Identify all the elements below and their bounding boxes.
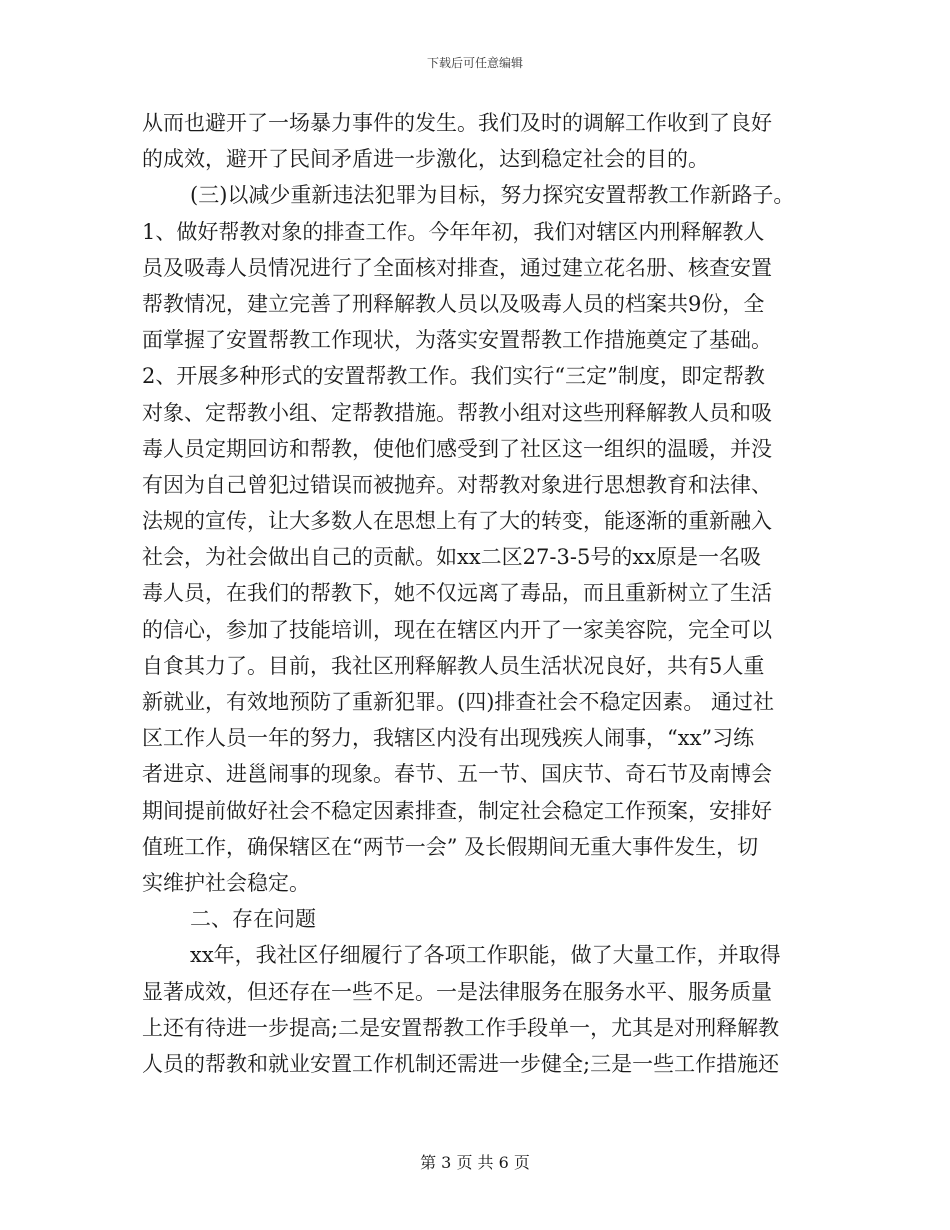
text-line: 新就业，有效地预防了重新犯罪。(四)排查社会不稳定因素。 通过社: [142, 690, 775, 714]
section-heading: 二、存在问题: [190, 907, 316, 932]
text-line: 社会，为社会做出自己的贡献。如xx二区27-3-5号的xx原是一名吸: [142, 545, 762, 570]
text-line: 员及吸毒人员情况进行了全面核对排查，通过建立花名册、核查安置: [142, 255, 772, 280]
text-line: 帮教情况，建立完善了刑释解教人员以及吸毒人员的档案共9份，全: [142, 291, 765, 316]
text-line: 实维护社会稳定。: [142, 870, 310, 895]
text-line: 1、做好帮教对象的排查工作。今年年初，我们对辖区内刑释解教人: [142, 219, 765, 244]
text-line: 从而也避开了一场暴力事件的发生。我们及时的调解工作收到了良好: [142, 111, 772, 135]
text-line: 毒人员定期回访和帮教，使他们感受到了社区这一组织的温暖，并没: [142, 436, 772, 461]
text-line: 显著成效，但还存在一些不足。一是法律服务在服务水平、服务质量: [142, 979, 772, 1004]
document-body: [142, 105, 822, 1082]
text-line: 者进京、进邕闹事的现象。春节、五一节、国庆节、奇石节及南博会: [142, 762, 772, 787]
text-line: 2、开展多种形式的安置帮教工作。我们实行“三定”制度，即定帮教: [142, 364, 765, 389]
text-line: 人员的帮教和就业安置工作机制还需进一步健全;三是一些工作措施还: [142, 1051, 780, 1076]
page-header: 下载后可任意编辑: [426, 56, 523, 70]
page-footer: 第 3 页 共 6 页: [420, 1153, 530, 1172]
text-line: 毒人员，在我们的帮教下，她不仅远离了毒品，而且重新树立了生活: [142, 581, 772, 606]
text-line: 的成效，避开了民间矛盾进一步激化，达到稳定社会的目的。: [142, 147, 709, 172]
text-line: 值班工作，确保辖区在“两节一会” 及长假期间无重大事件发生，切: [142, 834, 759, 859]
text-line: 法规的宣传，让大多数人在思想上有了大的转变，能逐渐的重新融入: [142, 509, 772, 534]
text-line: 面掌握了安置帮教工作现状，为落实安置帮教工作措施奠定了基础。: [142, 328, 772, 353]
text-line: 期间提前做好社会不稳定因素排查，制定社会稳定工作预案，安排好: [142, 798, 772, 823]
text-line: 的信心，参加了技能培训，现在在辖区内开了一家美容院，完全可以: [142, 617, 772, 642]
section-heading: (三)以减少重新违法犯罪为目标，努力探究安置帮教工作新路子。: [190, 183, 795, 208]
text-line: 对象、定帮教小组、定帮教措施。帮教小组对这些刑释解教人员和吸: [142, 400, 772, 425]
text-line: 自食其力了。目前，我社区刑释解教人员生活状况良好，共有5人重: [142, 653, 765, 678]
text-line: 有因为自己曾犯过错误而被抛弃。对帮教对象进行思想教育和法律、: [142, 472, 772, 497]
text-line: 区工作人员一年的努力，我辖区内没有出现残疾人闹事，“xx”习练: [142, 726, 755, 751]
text-line: 上还有待进一步提高;二是安置帮教工作手段单一，尤其是对刑释解教: [142, 1015, 780, 1040]
text-line: xx年，我社区仔细履行了各项工作职能，做了大量工作，并取得: [190, 943, 781, 968]
